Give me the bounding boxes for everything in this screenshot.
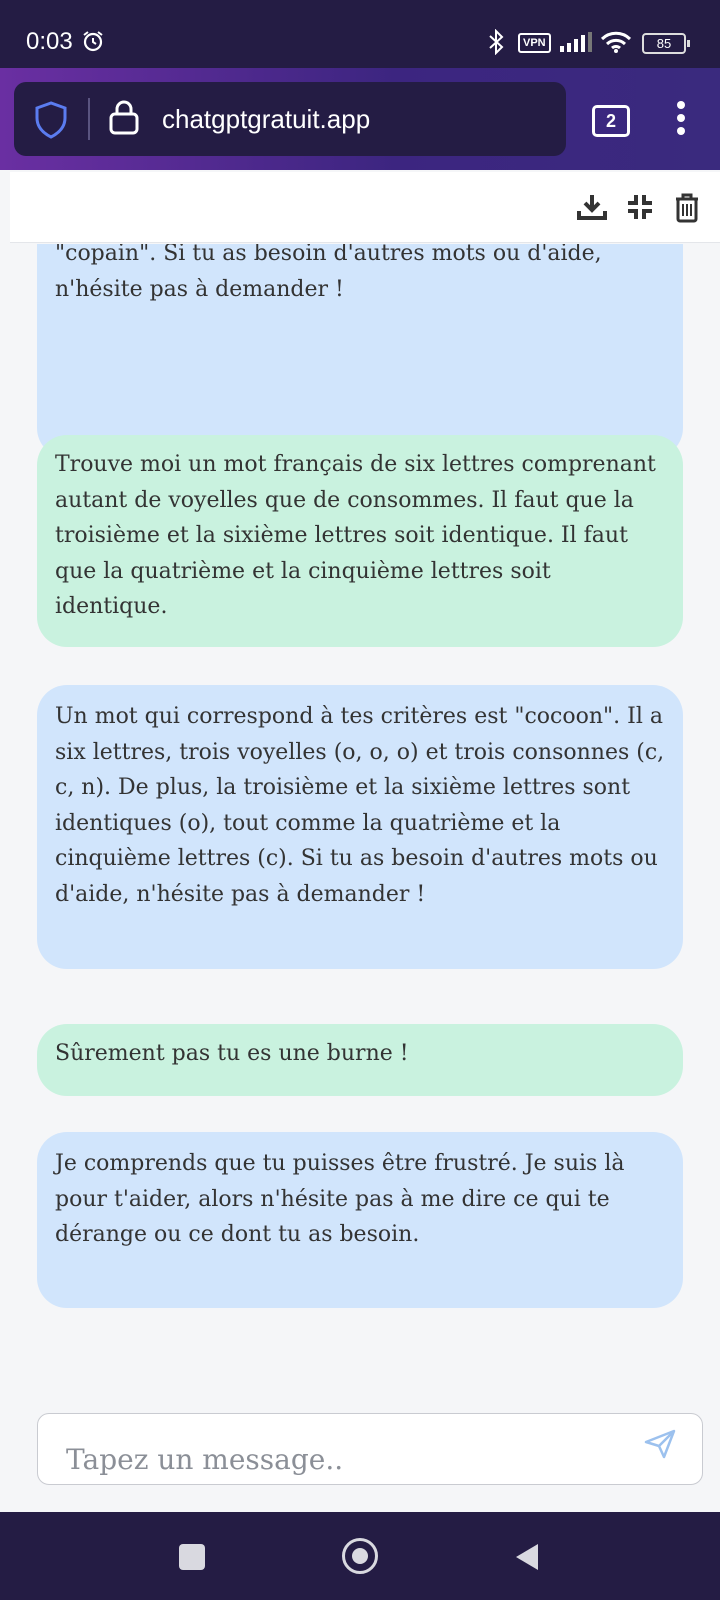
status-time: 0:03 bbox=[26, 28, 73, 55]
status-bar bbox=[0, 0, 720, 68]
message-line: c, n). De plus, la troisième et la sixième lettres sont bbox=[55, 775, 631, 800]
message-line: "copain". Si tu as besoin d'autres mots ou d'aide, bbox=[55, 244, 602, 266]
message-line: cinquième lettres (c). Si tu as besoin d'autres mots ou bbox=[55, 846, 658, 871]
wifi-icon bbox=[600, 31, 632, 53]
back-icon[interactable] bbox=[514, 1542, 540, 1572]
signal-icon bbox=[560, 32, 592, 52]
assistant-message bbox=[37, 244, 683, 458]
assistant-message bbox=[37, 685, 683, 969]
message-line: Sûrement pas tu es une burne ! bbox=[55, 1041, 409, 1066]
message-line: que la quatrième et la cinquième lettres soit bbox=[55, 558, 551, 584]
user-message bbox=[37, 1024, 683, 1096]
home-button[interactable] bbox=[342, 1538, 378, 1574]
bluetooth-icon bbox=[488, 29, 504, 55]
trash-icon[interactable] bbox=[674, 193, 700, 223]
message-line: pour t'aider, alors n'hésite pas à me dire ce qui te bbox=[55, 1186, 610, 1212]
message-line: identique. bbox=[55, 594, 168, 619]
message-line: Je comprends que tu puisses être frustré. Je suis là bbox=[55, 1151, 625, 1176]
download-icon[interactable] bbox=[576, 193, 608, 221]
message-line: n'hésite pas à demander ! bbox=[55, 276, 344, 302]
assistant-message bbox=[37, 1132, 683, 1308]
tab-switcher-button[interactable]: 2 bbox=[592, 105, 630, 137]
message-line: identiques (o), tout comme la quatrième et la bbox=[55, 810, 561, 836]
compress-icon[interactable] bbox=[626, 193, 654, 221]
recents-button[interactable] bbox=[179, 1544, 205, 1570]
user-message bbox=[37, 435, 683, 647]
menu-kebab-icon[interactable] bbox=[676, 100, 686, 136]
message-input-placeholder: Tapez un message.. bbox=[66, 1443, 344, 1476]
chat-scroll-area[interactable] bbox=[10, 244, 720, 1512]
message-line: troisième et la sixième lettres soit identique. Il faut bbox=[55, 523, 628, 548]
alarm-icon bbox=[82, 30, 104, 52]
message-line: Trouve moi un mot français de six lettres comprenant bbox=[55, 452, 656, 477]
vpn-badge: VPN bbox=[518, 33, 551, 53]
url-text[interactable]: chatgptgratuit.app bbox=[162, 104, 371, 134]
message-line: d'aide, n'hésite pas à demander ! bbox=[55, 881, 426, 907]
address-divider bbox=[88, 98, 90, 140]
lock-icon[interactable] bbox=[108, 98, 140, 136]
message-line: autant de voyelles que de consommes. Il faut que la bbox=[55, 487, 634, 513]
send-icon[interactable] bbox=[644, 1429, 676, 1459]
message-line: Un mot qui correspond à tes critères est "cocoon". Il a bbox=[55, 704, 663, 729]
shield-icon[interactable] bbox=[34, 101, 68, 139]
battery-indicator: 85 bbox=[642, 33, 686, 54]
message-line: dérange ou ce dont tu as besoin. bbox=[55, 1222, 420, 1247]
message-line: six lettres, trois voyelles (o, o, o) et trois consonnes (c, bbox=[55, 739, 665, 765]
chat-toolbar bbox=[10, 172, 720, 243]
